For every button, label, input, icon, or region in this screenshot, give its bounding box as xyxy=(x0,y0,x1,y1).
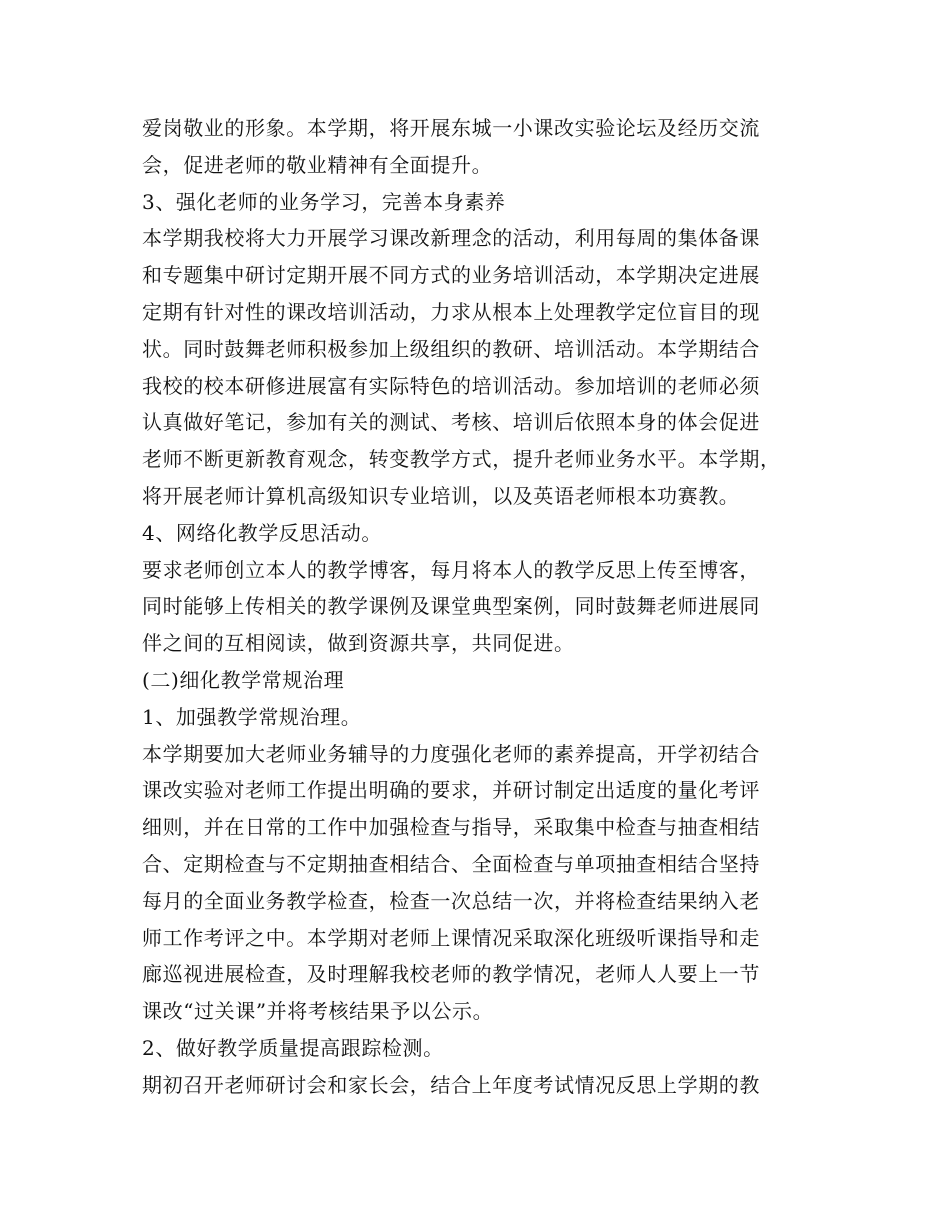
text-line: 师工作考评之中。本学期对老师上课情况采取深化班级听课指导和走 xyxy=(142,925,760,950)
text-line: 同时能够上传相关的教学课例及课堂典型案例，同时鼓舞老师进展同 xyxy=(142,594,760,619)
text-line: 爱岗敬业的形象。本学期，将开展东城一小课改实验论坛及经历交流 xyxy=(142,116,760,140)
text-line: 本学期我校将大力开展学习课改新理念的活动，利用每周的集体备课 xyxy=(142,226,760,251)
text-line: 课改“过关课”并将考核结果予以公示。 xyxy=(142,999,494,1024)
text-line: 将开展老师计算机高级知识专业培训，以及英语老师根本功赛教。 xyxy=(142,483,740,508)
text-line: 课改实验对老师工作提出明确的要求，并研讨制定出适度的量化考评 xyxy=(142,778,760,803)
text-line: 本学期要加大老师业务辅导的力度强化老师的素养提高，开学初结合 xyxy=(142,741,760,766)
section-heading: 4、网络化教学反思活动。 xyxy=(142,520,382,545)
text-line: 定期有针对性的课改培训活动，力求从根本上处理教学定位盲目的现 xyxy=(142,299,760,324)
text-line: 老师不断更新教育观念，转变教学方式，提升老师业务水平。本学期， xyxy=(142,447,781,472)
section-heading: (二)细化教学常规治理 xyxy=(142,667,345,692)
text-line: 每月的全面业务教学检查，检查一次总结一次，并将检查结果纳入老 xyxy=(142,888,760,913)
text-line: 廊巡视进展检查，及时理解我校老师的教学情况，老师人人要上一节 xyxy=(142,962,760,987)
text-line: 合、定期检查与不定期抽查相结合、全面检查与单项抽查相结合坚持 xyxy=(142,851,760,876)
section-heading: 2、做好教学质量提高跟踪检测。 xyxy=(142,1035,444,1060)
section-heading: 3、强化老师的业务学习，完善本身素养 xyxy=(142,189,506,214)
text-line: 我校的校本研修进展富有实际特色的培训活动。参加培训的老师必须 xyxy=(142,373,760,398)
text-line: 伴之间的互相阅读，做到资源共享，共同促进。 xyxy=(142,631,575,656)
text-line: 细则，并在日常的工作中加强检查与指导，采取集中检查与抽查相结 xyxy=(142,815,760,840)
text-line: 和专题集中研讨定期开展不同方式的业务培训活动，本学期决定进展 xyxy=(142,263,760,288)
text-line: 认真做好笔记，参加有关的测试、考核、培训后依照本身的体会促进 xyxy=(142,410,760,435)
text-line: 期初召开老师研讨会和家长会，结合上年度考试情况反思上学期的教 xyxy=(142,1072,760,1097)
text-line: 要求老师创立本人的教学博客，每月将本人的教学反思上传至博客， xyxy=(142,557,760,582)
text-line: 状。同时鼓舞老师积极参加上级组织的教研、培训活动。本学期结合 xyxy=(142,336,760,361)
text-line: 会，促进老师的敬业精神有全面提升。 xyxy=(142,152,493,177)
document-body xyxy=(142,110,832,1104)
section-heading: 1、加强教学常规治理。 xyxy=(142,704,362,729)
